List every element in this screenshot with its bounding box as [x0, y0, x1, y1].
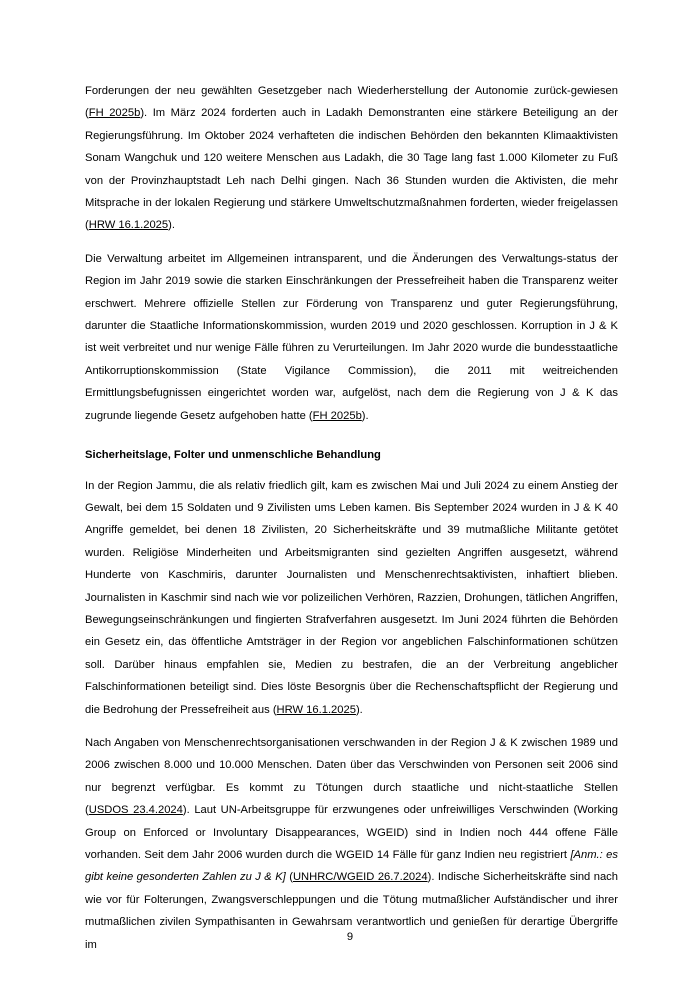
source-citation[interactable]: HRW 16.1.2025: [88, 219, 169, 232]
editorial-note: [Anm.: es gibt keine gesonderten Zahlen zu J & K]: [85, 849, 618, 884]
paragraph-block-before-heading: [85, 80, 618, 427]
page-number: 9: [346, 931, 354, 943]
paragraph: Forderungen der neu gewählten Gesetzgeber nach Wiederherstellung der Autonomie zurück-gewiesen (FH 2025b). Im März 2024 forderten auch in Ladakh Demonstranten eine stärkere Beteiligung an der Regierungsführung. Im Oktober 2024 verhafteten die indischen Behörden den bekannten Klimaaktivisten Sonam Wangchuk und 120 weitere Menschen aus Ladakh, die 30 Tage lang fast 1.000 Kilometer zu Fuß von der Provinzhauptstadt Leh nach Delhi gingen. Nach 36 Stunden wurden die Aktivisten, die mehr Mitsprache in der lokalen Regierung und stärkere Umweltschutzmaßnahmen forderten, wieder freigelassen (HRW 16.1.2025).: [85, 85, 618, 232]
section-heading: Sicherheitslage, Folter und unmenschliche Behandlung: [85, 449, 381, 462]
paragraph: In der Region Jammu, die als relativ friedlich gilt, kam es zwischen Mai und Juli 2024 zu einem Anstieg der Gewalt, bei dem 15 Soldaten und 9 Zivilisten ums Leben kamen. Bis September 2024 wurden in J & K 40 Angriffe gemeldet, bei denen 18 Zivilisten, 20 Sicherheitskräfte und 39 mutmaßliche Militante getötet wurden. Religiöse Minderheiten und Arbeitsmigranten sind gezielten Angriffen ausgesetzt, während Hunderte von Kaschmiris, darunter Journalisten und Menschenrechtsaktivisten, inhaftiert blieben. Journalisten in Kaschmir sind nach wie vor polizeilichen Verhören, Razzien, Drohungen, tätlichen Angriffen, Bewegungseinschränkungen und fingierten Strafverfahren ausgesetzt. Im Juni 2024 führten die Behörden ein Gesetz ein, das öffentliche Amtsträger in der Region vor angeblichen Falschinformationen schützen soll. Darüber hinaus empfahlen sie, Medien zu bestrafen, die an der Verbreitung angeblicher Falschinformationen beteiligt sind. Dies löste Besorgnis über die Rechenschaftspflicht der Regierung und die Bedrohung der Pressefreiheit aus (HRW 16.1.2025).: [85, 479, 618, 716]
paragraph-block-after-heading: [85, 475, 618, 957]
paragraph: Nach Angaben von Menschenrechtsorganisationen verschwanden in der Region J & K zwischen 1989 und 2006 zwischen 8.000 und 10.000 Menschen. Daten über das Verschwinden von Personen seit 2006 sind nur begrenzt verfügbar. Es kommt zu Tötungen durch staatliche und nicht-staatliche Stellen (USDOS 23.4.2024). Laut UN-Arbeitsgruppe für erzwungenes oder unfreiwilliges Verschwinden (Working Group on Enforced or Involuntary Disappearances, WGEID) sind in Indien noch 444 offene Fälle vorhanden. Seit dem Jahr 2006 wurden durch die WGEID 14 Fälle für ganz Indien neu registriert [Anm.: es gibt keine gesonderten Zahlen zu J & K] (UNHRC/WGEID 26.7.2024). Indische Sicherheitskräfte sind nach wie vor für Folterungen, Zwangsverschleppungen und die Tötung mutmaßlicher Aufständischer und ihrer mutmaßlichen zivilen Sympathisanten in Gewahrsam verantwortlich und genießen für derartige Übergriffe im: [85, 736, 618, 951]
source-citation[interactable]: UNHRC/WGEID 26.7.2024: [292, 871, 428, 884]
source-citation[interactable]: FH 2025b: [312, 409, 362, 422]
source-citation[interactable]: HRW 16.1.2025: [276, 703, 356, 716]
source-citation[interactable]: FH 2025b: [88, 107, 141, 120]
paragraph: Die Verwaltung arbeitet im Allgemeinen intransparent, und die Änderungen des Verwaltungs-status der Region im Jahr 2019 sowie die starken Einschränkungen der Pressefreiheit haben die Transparenz weiter erschwert. Mehrere offizielle Stellen zur Förderung von Transparenz und guter Regierungsführung, darunter die Staatliche Informationskommission, wurden 2019 und 2020 geschlossen. Korruption in J & K ist weit verbreitet und nur wenige Fälle führen zu Verurteilungen. Im Jahr 2020 wurde die bundesstaatliche Antikorruptionskommission (State Vigilance Commission), die 2011 mit weitreichenden Ermittlungsbefugnissen eingerichtet worden war, aufgelöst, nach dem die Regierung von J & K das zugrunde liegende Gesetz aufgehoben hatte (FH 2025b).: [85, 252, 618, 422]
source-citation[interactable]: USDOS 23.4.2024: [88, 804, 183, 817]
